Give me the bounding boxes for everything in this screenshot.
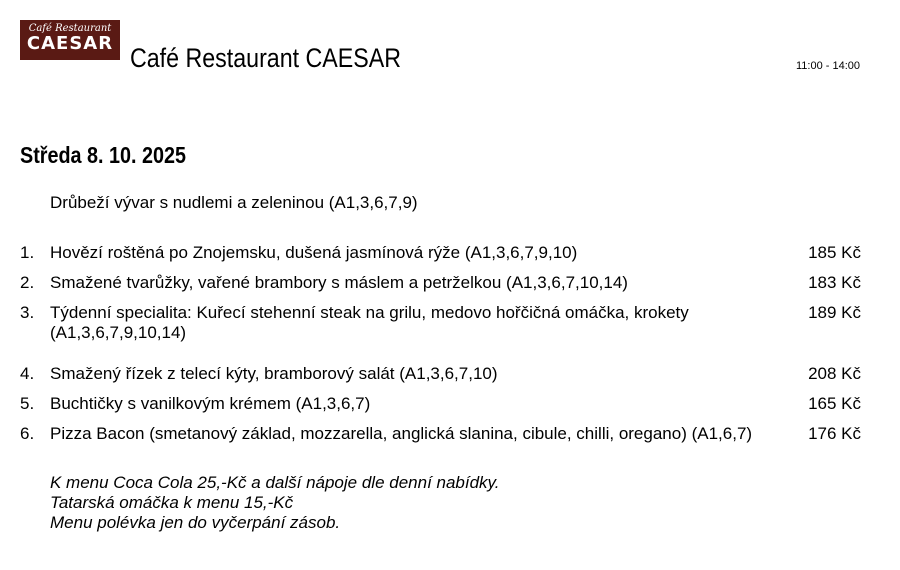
menu-item-number: 3. <box>20 303 35 322</box>
menu-item-price: 176 Kč <box>808 424 861 443</box>
menu-date: Středa 8. 10. 2025 <box>20 142 187 168</box>
menu-item-price: 183 Kč <box>808 273 861 292</box>
soup-of-the-day: Drůbeží vývar s nudlemi a zeleninou (A1,3,6,7,9) <box>50 193 418 212</box>
menu-item-number: 1. <box>20 243 35 262</box>
note-drinks: K menu Coca Cola 25,-Kč a další nápoje dle denní nabídky. <box>50 473 500 492</box>
menu-item-number: 2. <box>20 273 35 292</box>
page-title: Café Restaurant CAESAR <box>130 43 402 73</box>
menu-item-name: Buchtičky s vanilkovým krémem (A1,3,6,7) <box>50 394 371 413</box>
menu-item-number: 5. <box>20 394 35 413</box>
menu-item-number: 4. <box>20 364 35 383</box>
menu-item-price: 189 Kč <box>808 303 861 322</box>
menu-item-price: 165 Kč <box>808 394 861 413</box>
menu-item-name: Pizza Bacon (smetanový základ, mozzarella, anglická slanina, cibule, chilli, oregano) (A1,6,7) <box>50 424 753 443</box>
opening-hours: 11:00 - 14:00 <box>795 60 860 72</box>
note-sauce: Tatarská omáčka k menu 15,-Kč <box>50 493 294 512</box>
menu-item-name: Smažený řízek z telecí kýty, bramborový salát (A1,3,6,7,10) <box>50 364 498 383</box>
menu-item-name: Smažené tvarůžky, vařené brambory s máslem a petrželkou (A1,3,6,7,10,14) <box>50 273 628 292</box>
menu-item-price: 208 Kč <box>808 364 861 383</box>
menu-item-price: 185 Kč <box>808 243 861 262</box>
menu-item-number: 6. <box>20 424 35 443</box>
menu-item-name: Týdenní specialita: Kuřecí stehenní steak na grilu, medovo hořčičná omáčka, krokety (A1,3,6,7,9,10,14) <box>50 303 689 342</box>
menu-notes <box>50 473 500 533</box>
logo-script-text: Café Restaurant <box>28 23 112 34</box>
note-soup-availability: Menu polévka jen do vyčerpání zásob. <box>50 513 341 532</box>
menu-item-name: Hovězí roštěná po Znojemsku, dušená jasmínová rýže (A1,3,6,7,9,10) <box>50 243 578 262</box>
restaurant-logo <box>20 20 120 60</box>
logo-main-text: CAESAR <box>26 33 114 54</box>
